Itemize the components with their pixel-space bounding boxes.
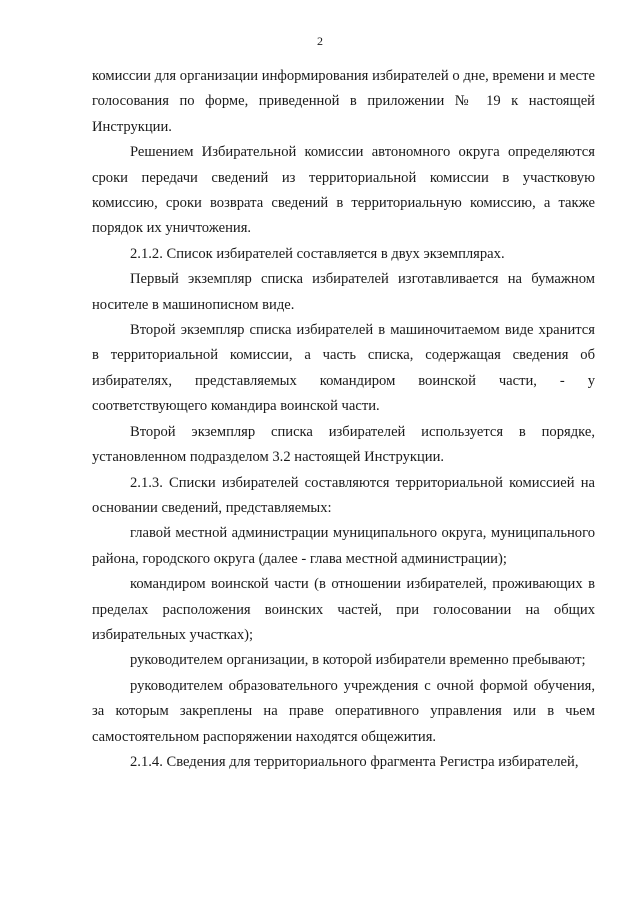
document-body	[92, 64, 595, 775]
paragraph: Второй экземпляр списка избирателей в машиночитаемом виде хранится в территориальной комиссии, а часть списка, содержащая сведения об избирателях, представляемых командиром воинской части, - у соответствующего командира воинской части.	[92, 322, 595, 415]
paragraph: командиром воинской части (в отношении избирателей, проживающих в пределах расположения воинских частей, при голосовании на общих избирательных участках);	[92, 576, 595, 643]
paragraph: 2.1.3. Списки избирателей составляются территориальной комиссией на основании сведений, представляемых:	[92, 474, 595, 516]
paragraph: Первый экземпляр списка избирателей изготавливается на бумажном носителе в машинописном виде.	[92, 271, 595, 313]
paragraph: Второй экземпляр списка избирателей используется в порядке, установленном подразделом 3.2 настоящей Инструкции.	[92, 423, 595, 466]
paragraph: руководителем образовательного учреждения с очной формой обучения, за которым закреплены на праве оперативного управления или в чьем самостоятельном распоряжении находятся общежития.	[92, 677, 595, 745]
paragraph: 2.1.2. Список избирателей составляется в двух экземплярах.	[130, 245, 505, 262]
paragraph: Решением Избирательной комиссии автономного округа определяются сроки передачи сведений из территориальной комиссии в участковую комиссию, сроки возврата сведений в территориальную комиссию, а также порядок их уничтожения.	[92, 144, 595, 237]
paragraph: главой местной администрации муниципального округа, муниципального района, городского округа (далее - глава местной администрации);	[92, 525, 595, 567]
paragraph: руководителем организации, в которой избиратели временно пребывают;	[130, 652, 586, 669]
page-number: 2	[317, 34, 323, 48]
paragraph: 2.1.4. Сведения для территориального фрагмента Регистра избирателей,	[130, 753, 579, 770]
paragraph: комиссии для организации информирования избирателей о дне, времени и месте голосования по форме, приведенной в приложении № 19 к настоящей Инструкции.	[92, 68, 595, 135]
